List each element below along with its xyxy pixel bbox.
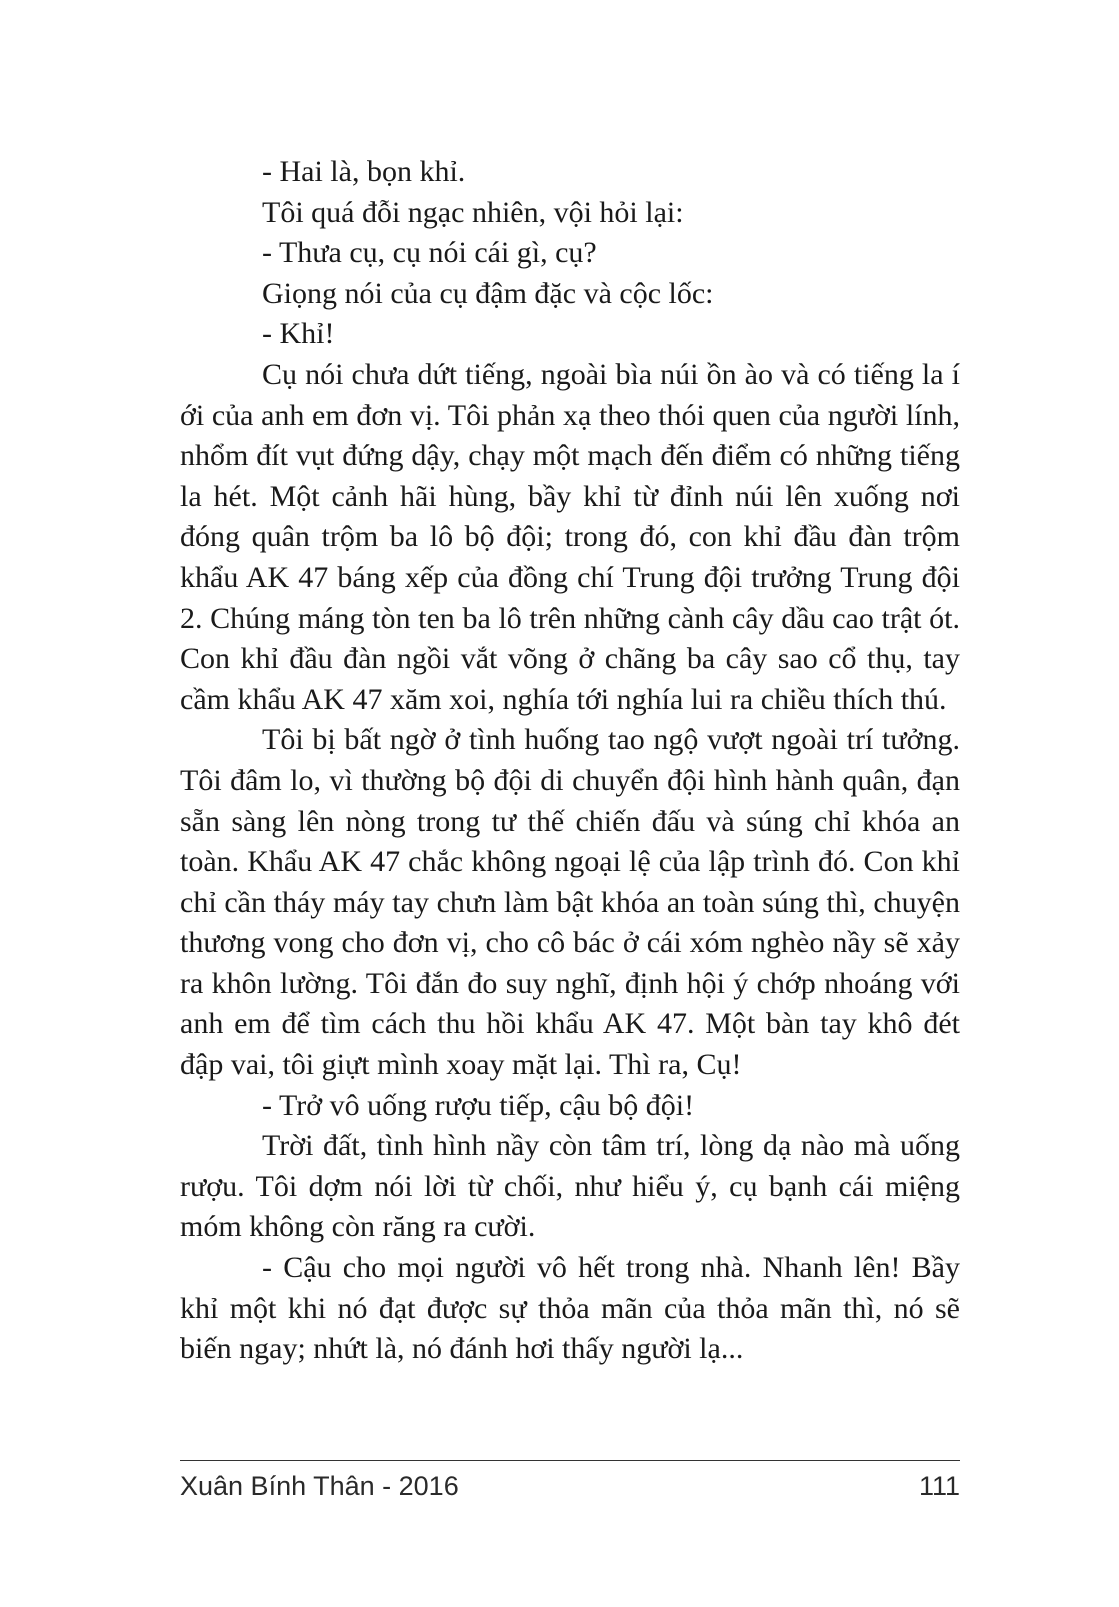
dialogue-line: - Thưa cụ, cụ nói cái gì, cụ? [262, 236, 597, 270]
dialogue-line: - Hai là, bọn khỉ. [262, 155, 466, 188]
narration-line: Giọng nói của cụ đậm đặc và cộc lốc: [262, 276, 714, 310]
paragraph: Trời đất, tình hình nầy còn tâm trí, lòng dạ nào mà uống rượu. Tôi dợm nói lời từ chối, như hiểu ý, cụ bạnh cái miệng móm không còn răng ra cười. [180, 1129, 960, 1244]
dialogue-paragraph: - Cậu cho mọi người vô hết trong nhà. Nhanh lên! Bầy khỉ một khi nó đạt được sự thỏa mãn của thỏa mãn thì, nó sẽ biến ngay; nhứt là, nó đánh hơi thấy người lạ... [180, 1251, 960, 1366]
page-body-text [180, 152, 960, 1370]
footer-divider [180, 1460, 960, 1461]
page-footer [180, 1466, 960, 1506]
narration-line: Tôi quá đỗi ngạc nhiên, vội hỏi lại: [262, 195, 684, 229]
paragraph: Tôi bị bất ngờ ở tình huống tao ngộ vượt ngoài trí tưởng. Tôi đâm lo, vì thường bộ đội di chuyển đội hình hành quân, đạn sẵn sàng lên nòng trong tư thế chiến đấu và súng chỉ khóa an toàn. Khẩu AK 47 chắc không ngoại lệ của lập trình đó. Con khỉ chỉ cần tháy máy tay chưn làm bật khóa an toàn súng thì, chuyện thương vong cho đơn vị, cho cô bác ở cái xóm nghèo nầy sẽ xảy ra khôn lường. Tôi đắn đo suy nghĩ, định hội ý chớp nhoáng với anh em để tìm cách thu hồi khẩu AK 47. Một bàn tay khô đét đập vai, tôi giựt mình xoay mặt lại. Thì ra, Cụ! [180, 723, 960, 1082]
dialogue-line: - Trở vô uống rượu tiếp, cậu bộ đội! [262, 1088, 695, 1122]
paragraph: Cụ nói chưa dứt tiếng, ngoài bìa núi ồn ào và có tiếng la í ới của anh em đơn vị. Tôi phản xạ theo thói quen của người lính, nhổm đít vụt đứng dậy, chạy một mạch đến điểm có những tiếng la hét. Một cảnh hãi hùng, bầy khỉ từ đỉnh núi lên xuống nơi đóng quân trộm ba lô bộ đội; trong đó, con khỉ đầu đàn trộm khẩu AK 47 báng xếp của đồng chí Trung đội trưởng Trung đội 2. Chúng máng tòn ten ba lô trên những cành cây dầu cao trật ót. Con khỉ đầu đàn ngồi vắt võng ở chãng ba cây sao cổ thụ, tay cầm khẩu AK 47 xăm xoi, nghía tới nghía lui ra chiều thích thú. [180, 357, 960, 716]
page-number: 111 [918, 1471, 960, 1501]
footer-book-title: Xuân Bính Thân - 2016 [180, 1471, 459, 1501]
dialogue-line: - Khỉ! [262, 317, 335, 351]
